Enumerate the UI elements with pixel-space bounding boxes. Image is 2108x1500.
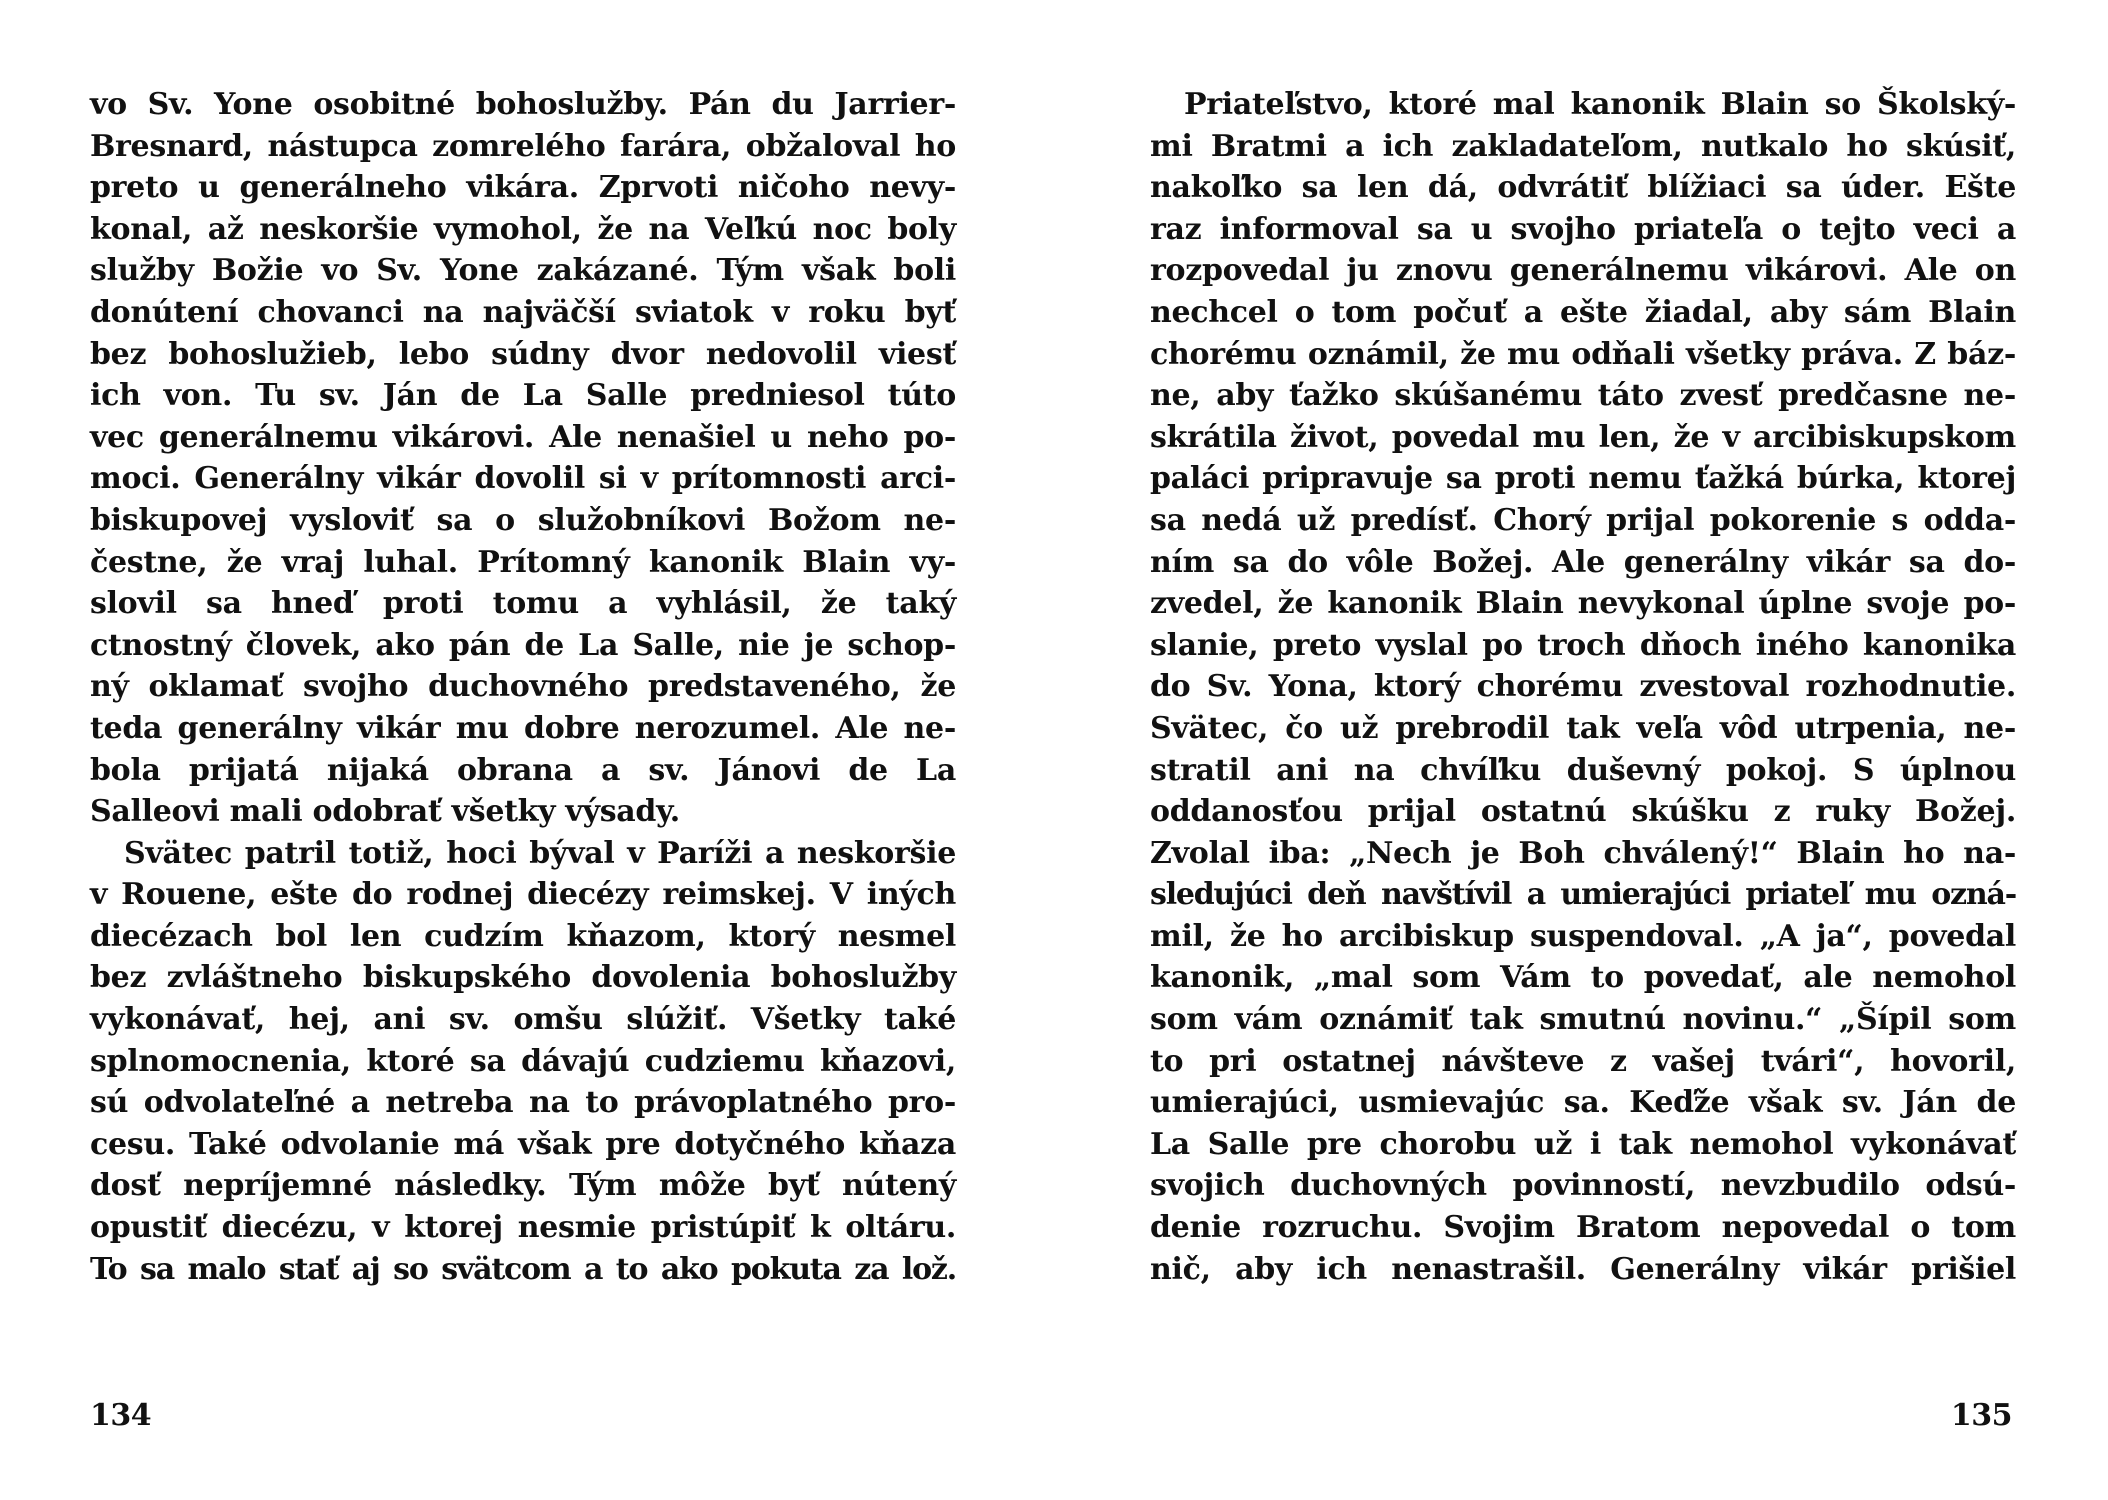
text-line: chorému oznámil, že mu odňali všetky práva. Z báz- — [1150, 336, 2016, 372]
text-line: denie rozruchu. Svojim Bratom nepovedal o tom — [1150, 1210, 2016, 1246]
text-line: mi Bratmi a ich zakladateľom, nutkalo ho skúsiť, — [1150, 128, 2016, 164]
text-line: moci. Generálny vikár dovolil si v prítomnosti arci- — [90, 461, 956, 497]
text-line: svojich duchovných povinností, nevzbudilo odsú- — [1150, 1168, 2016, 1204]
text-line: cesu. Také odvolanie má však pre dotyčného kňaza — [90, 1126, 956, 1162]
text-line: slanie, preto vyslal po troch dňoch iného kanonika — [1150, 627, 2016, 663]
text-line: nechcel o tom počuť a ešte žiadal, aby sám Blain — [1150, 294, 2016, 330]
text-line: bez zvláštneho biskupského dovolenia bohoslužby — [90, 960, 956, 996]
paragraph-end-line: Salleovi mali odobrať všetky výsady. — [90, 794, 680, 830]
text-line: služby Božie vo Sv. Yone zakázané. Tým však boli — [90, 253, 956, 289]
text-line: ne, aby ťažko skúšanému táto zvesť predčasne ne- — [1150, 378, 2016, 414]
text-line: To sa malo stať aj so svätcom a to ako pokuta za lož. — [90, 1251, 956, 1287]
text-line: biskupovej vysloviť sa o služobníkovi Božom ne- — [90, 502, 956, 538]
text-line: sa nedá už predísť. Chorý prijal pokorenie s odda- — [1150, 502, 2016, 538]
page-number: 134 — [90, 1398, 152, 1433]
text-line: oddanosťou prijal ostatnú skúšku z ruky Božej. — [1150, 794, 2016, 830]
page-number: 135 — [1950, 1398, 2012, 1433]
text-line: ich von. Tu sv. Ján de La Salle predniesol túto — [90, 378, 956, 414]
text-line: sú odvolateľné a netreba na to právoplatného pro- — [90, 1085, 956, 1121]
text-line: Svätec, čo už prebrodil tak veľa vôd utrpenia, ne- — [1150, 710, 2016, 746]
text-line: opustiť diecézu, v ktorej nesmie pristúpiť k oltáru. — [90, 1210, 956, 1246]
text-line: stratil ani na chvíľku duševný pokoj. S úplnou — [1150, 752, 2016, 788]
text-line: preto u generálneho vikára. Zprvoti ničoho nevy- — [90, 170, 956, 206]
text-line: umierajúci, usmievajúc sa. Keďže však sv. Ján de — [1150, 1085, 2016, 1121]
text-line: Bresnard, nástupca zomrelého farára, obžaloval ho — [90, 128, 956, 164]
paragraph-start-line: Svätec patril totiž, hoci býval v Paríži a neskoršie — [124, 835, 956, 871]
text-line: ním sa do vôle Božej. Ale generálny vikár sa do- — [1150, 544, 2016, 580]
text-line: vec generálnemu vikárovi. Ale nenašiel u neho po- — [90, 419, 956, 455]
left-page-text — [90, 84, 956, 1290]
text-line: rozpovedal ju znovu generálnemu vikárovi. Ale on — [1150, 253, 2016, 289]
text-line: mil, že ho arcibiskup suspendoval. „A ja“, povedal — [1150, 918, 2016, 954]
text-line: raz informoval sa u svojho priateľa o tejto veci a — [1150, 211, 2016, 247]
text-line: donútení chovanci na najväčší sviatok v roku byť — [90, 294, 956, 330]
right-page — [1054, 0, 2108, 1500]
paragraph-start-line: Priateľstvo, ktoré mal kanonik Blain so Školský- — [1184, 87, 2016, 122]
text-line: splnomocnenia, ktoré sa dávajú cudziemu kňazovi, — [90, 1043, 956, 1079]
text-line: paláci pripravuje sa proti nemu ťažká búrka, ktorej — [1150, 461, 2016, 497]
text-line: teda generálny vikár mu dobre nerozumel. Ale ne- — [90, 710, 956, 746]
text-line: bola prijatá nijaká obrana a sv. Jánovi de La — [90, 752, 956, 788]
text-line: Zvolal iba: „Nech je Boh chválený!“ Blain ho na- — [1150, 835, 2016, 871]
text-line: slovil sa hneď proti tomu a vyhlásil, že taký — [90, 586, 956, 622]
text-line: bez bohoslužieb, lebo súdny dvor nedovolil viesť — [90, 336, 956, 372]
text-line: La Salle pre chorobu už i tak nemohol vykonávať — [1150, 1126, 2016, 1162]
text-line: konal, až neskoršie vymohol, že na Veľkú noc boly — [90, 211, 956, 247]
text-line: skrátila život, povedal mu len, že v arcibiskupskom — [1150, 419, 2016, 455]
text-line: kanonik, „mal som Vám to povedať, ale nemohol — [1150, 960, 2016, 996]
text-line: ný oklamať svojho duchovného predstaveného, že — [90, 669, 956, 705]
text-line: zvedel, že kanonik Blain nevykonal úplne svoje po- — [1150, 586, 2016, 622]
text-line: nič, aby ich nenastrašil. Generálny vikár prišiel — [1150, 1251, 2016, 1287]
text-line: v Rouene, ešte do rodnej diecézy reimskej. V iných — [90, 877, 956, 913]
text-line: sledujúci deň navštívil a umierajúci priateľ mu ozná- — [1150, 877, 2016, 913]
text-line: dosť nepríjemné následky. Tým môže byť nútený — [90, 1168, 956, 1204]
text-line: nakoľko sa len dá, odvrátiť blížiaci sa úder. Ešte — [1150, 170, 2016, 206]
right-page-text — [1150, 84, 2016, 1290]
text-line: diecézach bol len cudzím kňazom, ktorý nesmel — [90, 918, 956, 954]
text-line: vo Sv. Yone osobitné bohoslužby. Pán du Jarrier- — [90, 87, 956, 122]
text-line: vykonávať, hej, ani sv. omšu slúžiť. Všetky také — [90, 1002, 956, 1038]
text-line: čestne, že vraj luhal. Prítomný kanonik Blain vy- — [90, 544, 956, 580]
text-line: som vám oznámiť tak smutnú novinu.“ „Šípil som — [1150, 1002, 2016, 1038]
text-line: ctnostný človek, ako pán de La Salle, nie je schop- — [90, 627, 956, 663]
text-line: do Sv. Yona, ktorý chorému zvestoval rozhodnutie. — [1150, 669, 2016, 705]
text-line: to pri ostatnej návšteve z vašej tvári“, hovoril, — [1150, 1043, 2016, 1079]
